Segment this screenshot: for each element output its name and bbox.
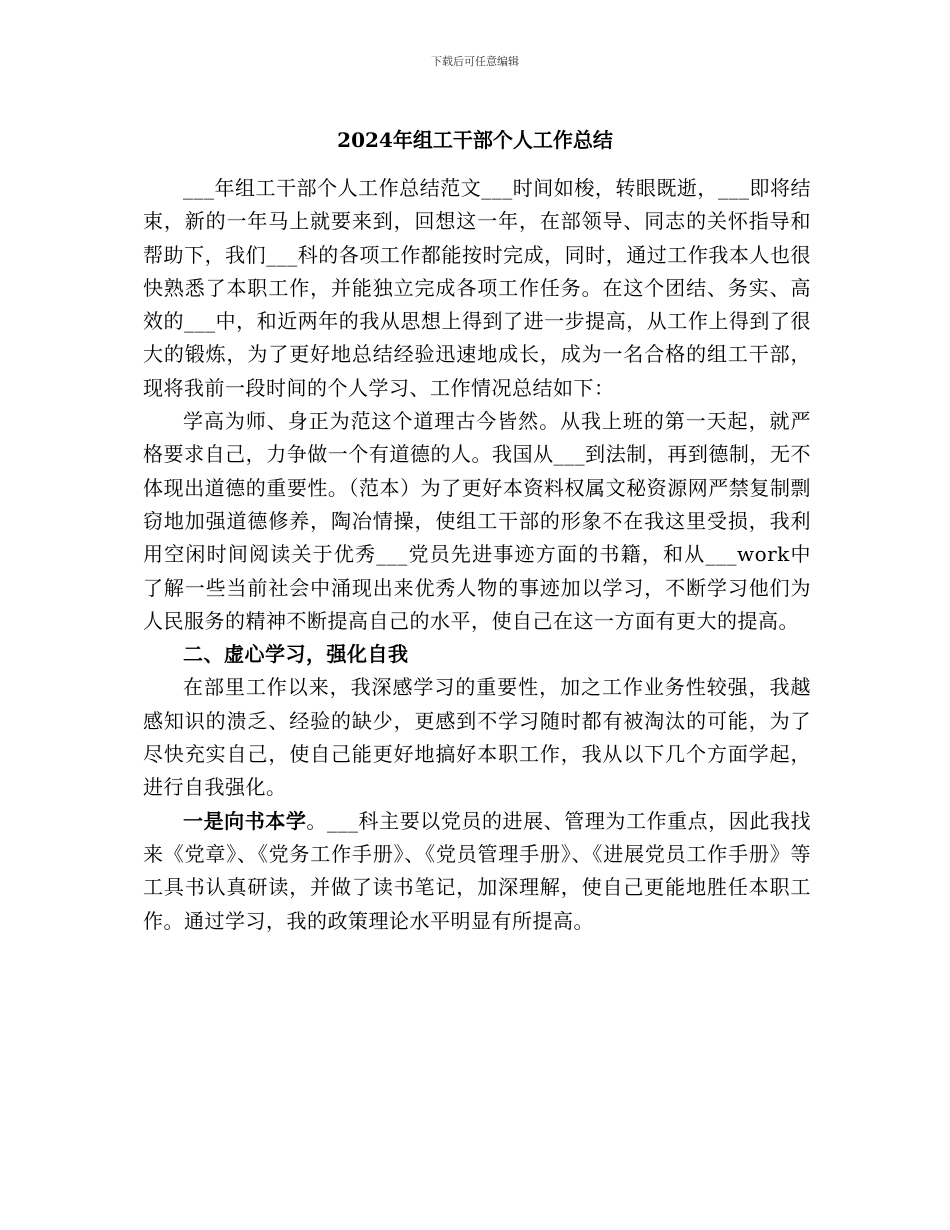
paragraph-books-text: 。___科主要以党员的进展、管理为工作重点，因此我找来《党章》、《党务工作手册》、《党员管理手册》、《进展党员工作手册》等工具书认真研读，并做了读书笔记，加深理解，使自己更能地胜任本职工作。通过学习，我的政策理论水平明显有所提高。 [143,808,812,933]
paragraph-books [143,805,811,938]
paragraph-learning: 在部里工作以来，我深感学习的重要性，加之工作业务性较强，我越感知识的溃乏、经验的缺少，更感到不学习随时都有被淘汰的可能，为了尽快充实自己，使自己能更好地搞好本职工作，我从以下几个方面学起，进行自我强化。 [143,675,811,800]
header-note: 下载后可任意编辑 [431,55,519,68]
paragraph-intro: ___年组工干部个人工作总结范文___时间如梭，转眼既逝，___即将结束，新的一年马上就要来到，回想这一年，在部领导、同志的关怀指导和帮助下，我们___科的各项工作都能按时完成，同时，通过工作我本人也很快熟悉了本职工作，并能独立完成各项工作任务。在这个团结、务实、高效的___中，和近两年的我从思想上得到了进一步提高，从工作上得到了很大的锻炼，为了更好地总结经验迅速地成长，成为一名合格的组工干部，现将我前一段时间的个人学习、工作情况总结如下： [143,176,811,400]
document-body [143,172,811,938]
section-heading: 二、虚心学习，强化自我 [183,642,409,667]
paragraph-ethics: 学高为师、身正为范这个道理古今皆然。从我上班的第一天起，就严格要求自己，力争做一个有道德的人。我国从___到法制，再到德制，无不体现出道德的重要性。（范本）为了更好本资料权属文秘资源网严禁复制剽窃地加强道德修养，陶冶情操，使组工干部的形象不在我这里受损，我利用空闲时间阅读关于优秀___党员先进事迹方面的书籍，和从___work中了解一些当前社会中涌现出来优秀人物的事迹加以学习，不断学习他们为人民服务的精神不断提高自己的水平，使自己在这一方面有更大的提高。 [143,409,811,633]
paragraph-books-lead: 一是向书本学 [183,808,307,833]
document-title: 2024年组工干部个人工作总结 [337,128,613,152]
